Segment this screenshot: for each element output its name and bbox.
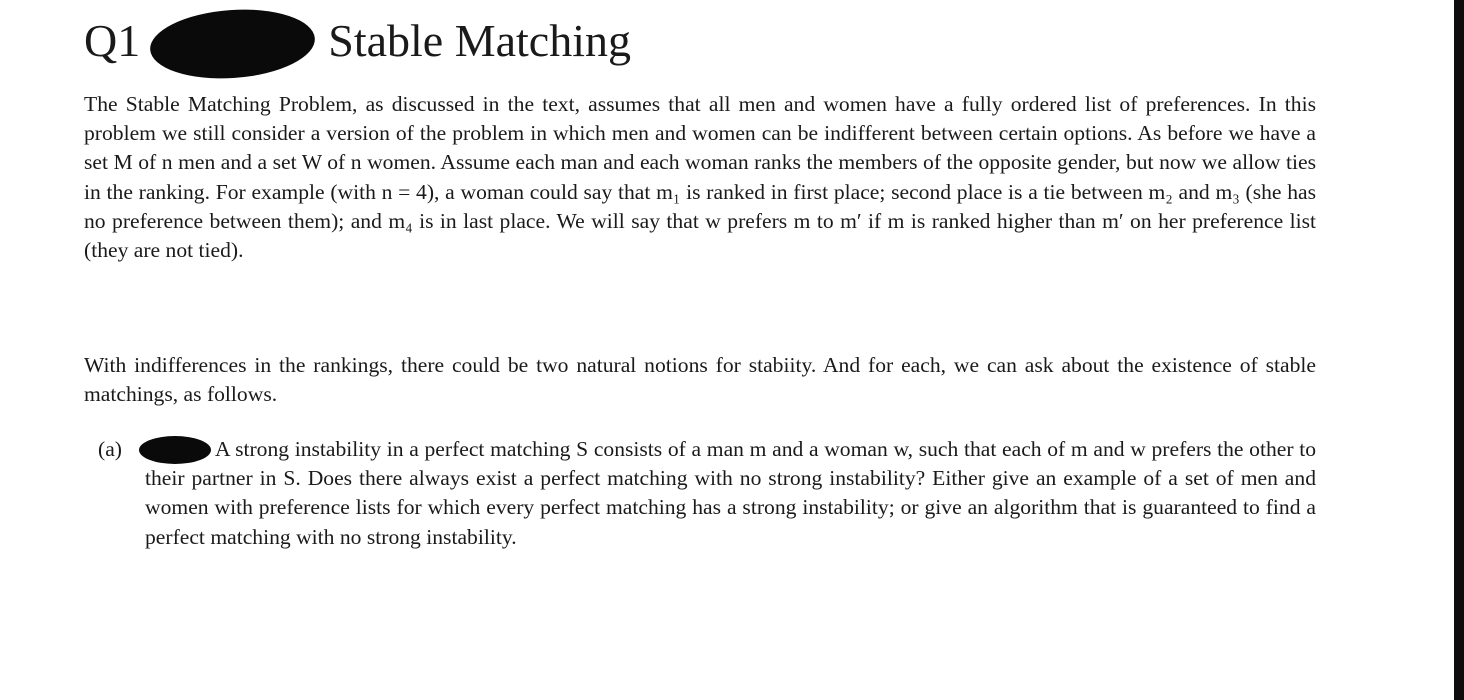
part-a-label: (a) xyxy=(98,437,122,461)
part-a-text: A strong instability in a perfect matching S consists of a man m and a woman w, such that each of m and w prefers the other to their partner in S. Does there always exist a perfect matching with no strong instability? Either give an example of a set of men and women with preference lists for which every perfect matching has a strong instability; or give an algorithm that is guaranteed to find a perfect matching with no strong instability. xyxy=(145,437,1316,549)
question-number: Q1 xyxy=(84,15,141,66)
stability-intro: With indifferences in the rankings, there could be two natural notions for stabiity. And for each, we can ask about the existence of stable matchings, as follows. xyxy=(84,353,1316,407)
part-a xyxy=(98,435,1316,552)
page-edge-shadow xyxy=(1454,0,1464,700)
redaction-mark-part-a xyxy=(139,436,211,464)
problem-description: The Stable Matching Problem, as discussed in the text, assumes that all men and women have a fully ordered list of preferences. In this problem we still consider a version of the problem in which men and women can be indifferent between certain options. As before we have a set M of n men and a set W of n women. Assume each man and each woman ranks the members of the opposite gender, but now we allow ties in the ranking. For example (with n = 4), a woman could say that m₁ is ranked in first place; second place is a tie between m₂ and m₃ (she has no preference between them); and m₄ is in last place. We will say that w prefers m to m′ if m is ranked higher than m′ on her preference list (they are not tied). xyxy=(84,92,1316,263)
question-topic: Stable Matching xyxy=(328,15,632,66)
